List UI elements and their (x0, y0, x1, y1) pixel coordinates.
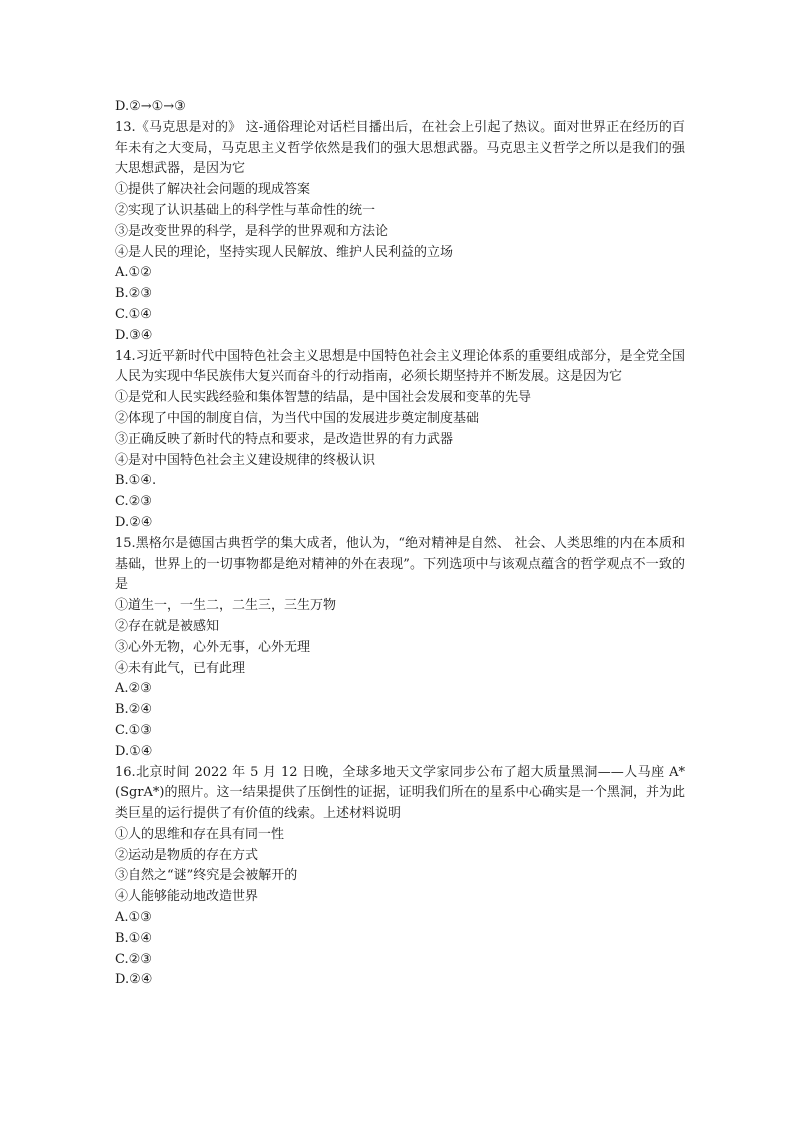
answer-option: D.①④ (115, 743, 153, 759)
question-stem: 14.习近平新时代中国特色社会主义思想是中国特色社会主义理论体系的重要组成部分，是全党全国人民为实现中华民族伟大复兴而奋斗的行动指南，必须长期坚持并不断发展。这是因为它 (115, 348, 685, 385)
statement-item: ③自然之“谜”终究是会被解开的 (115, 868, 298, 884)
question-stem: 15.黑格尔是德国古典哲学的集大成者，他认为，“绝对精神是自然、 社会、人类思维的内在本质和基础，世界上的一切事物都是绝对精神的外在表现”。下列选项中与该观点蕴含的哲学观点不一致的是 (115, 535, 685, 593)
statement-item: ③是改变世界的科学，是科学的世界观和方法论 (115, 223, 389, 239)
answer-option: B.①④ (115, 930, 152, 946)
statement-item: ①道生一，一生二，二生三，三生万物 (115, 598, 337, 614)
question-13 (115, 118, 685, 347)
statement-item: ②体现了中国的制度自信，为当代中国的发展进步奠定制度基础 (115, 410, 480, 426)
question-15 (115, 534, 685, 763)
answer-option: B.②③ (115, 286, 152, 302)
statement-item: ②实现了认识基础上的科学性与革命性的统一 (115, 202, 376, 218)
statement-item: ①人的思维和存在具有同一性 (115, 826, 285, 842)
answer-option: D.②④ (115, 972, 153, 988)
statement-item: ①提供了解决社会问题的现成答案 (115, 182, 311, 198)
statement-item: ④是对中国特色社会主义建设规律的终极认识 (115, 452, 376, 468)
question-list (115, 97, 685, 991)
answer-option: B.②④ (115, 702, 152, 718)
statement-item: ②存在就是被感知 (115, 618, 220, 634)
answer-option: D.②④ (115, 514, 153, 530)
statement-item: ①是党和人民实践经验和集体智慧的结晶，是中国社会发展和变革的先导 (115, 390, 532, 406)
answer-option: A.①③ (115, 910, 152, 926)
statement-item: ④是人民的理论，坚持实现人民解放、维护人民利益的立场 (115, 244, 454, 260)
question-16 (115, 763, 685, 992)
prev-question-option: D.②→①→③ (115, 99, 186, 114)
statement-item: ④人能够能动地改造世界 (115, 889, 259, 905)
question-stem: 16.北京时间 2022 年 5 月 12 日晚，全球多地天文学家同步公布了超大质量黑洞——人马座 A*(SgrA*)的照片。这一结果提供了压倒性的证据，证明我们所在的星系中心确实是一个黑洞，并为此类巨星的运行提供了有价值的线索。上述材料说明 (115, 764, 685, 822)
question-stem: 13.《马克思是对的》 这-通俗理论对话栏目播出后，在社会上引起了热议。面对世界正在经历的百年未有之大变局，马克思主义哲学依然是我们的强大思想武器。马克思主义哲学之所以是我们的强大思想武器，是因为它 (115, 119, 685, 177)
answer-option: C.②③ (115, 951, 152, 967)
statement-item: ④未有此气，已有此理 (115, 660, 246, 676)
answer-option: C.①④ (115, 306, 152, 322)
answer-option: C.②③ (115, 494, 152, 510)
statement-item: ③心外无物，心外无事，心外无理 (115, 639, 311, 655)
answer-option: A.②③ (115, 681, 152, 697)
statement-item: ③正确反映了新时代的特点和要求，是改造世界的有力武器 (115, 431, 454, 447)
question-14 (115, 347, 685, 534)
answer-option: A.①② (115, 265, 152, 281)
answer-option: C.①③ (115, 722, 152, 738)
answer-option: D.③④ (115, 327, 153, 343)
answer-option: B.①④. (115, 473, 157, 489)
statement-item: ②运动是物质的存在方式 (115, 847, 259, 863)
